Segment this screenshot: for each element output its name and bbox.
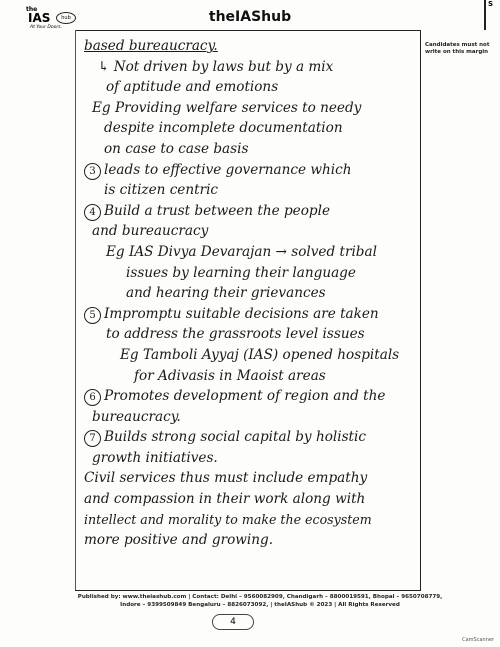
- answer-text: and hearing their grievances: [126, 285, 326, 302]
- point-number: 6: [84, 389, 101, 406]
- brand-title: theIAShub: [208, 9, 292, 25]
- answer-line: [84, 118, 419, 139]
- answer-line: [84, 221, 419, 242]
- answer-text: Impromptu suitable decisions are taken: [104, 305, 379, 322]
- answer-text: leads to effective governance which: [104, 161, 352, 178]
- answer-line: [84, 201, 419, 222]
- answer-line: [84, 489, 419, 510]
- answer-line: [84, 283, 419, 304]
- answer-line: [84, 160, 419, 181]
- logo-hub: hub: [56, 12, 76, 24]
- answer-line: [84, 98, 419, 119]
- answer-text: Eg Tamboli Ayyaj (IAS) opened hospitals: [120, 346, 400, 363]
- answer-text: and bureaucracy: [92, 223, 209, 240]
- answer-line: [84, 366, 419, 387]
- answer-text: bureaucracy.: [92, 408, 181, 425]
- point-number: 4: [84, 204, 101, 221]
- left-rule: [75, 30, 76, 590]
- answer-line: [84, 386, 419, 407]
- handwritten-answer: [84, 36, 419, 551]
- answer-text: despite incomplete documentation: [104, 120, 343, 137]
- answer-text: more positive and growing.: [84, 532, 274, 549]
- answer-line: [84, 324, 419, 345]
- answer-line: [84, 242, 419, 263]
- answer-line: [84, 180, 419, 201]
- margin-rule: [420, 30, 421, 590]
- answer-text: intellect and morality to make the ecosystem: [84, 511, 372, 527]
- page-number: 4: [212, 614, 254, 630]
- answer-text: Builds strong social capital by holistic: [104, 429, 366, 446]
- answer-line: [84, 345, 419, 366]
- bottom-rule: [75, 590, 421, 591]
- answer-text: for Adivasis in Maoist areas: [134, 367, 326, 384]
- answer-text: ↳ Not driven by laws but by a mix: [98, 58, 334, 75]
- answer-line: [84, 304, 419, 325]
- answer-text: based bureaucracy.: [84, 38, 218, 54]
- scanner-watermark: CamScanner: [462, 637, 494, 643]
- answer-text: to address the grassroots level issues: [106, 326, 365, 343]
- answer-line: [84, 36, 419, 57]
- answer-text: issues by learning their language: [126, 264, 356, 281]
- point-number: 5: [84, 307, 101, 324]
- answer-line: [84, 427, 419, 448]
- logo-the: the: [26, 6, 38, 13]
- answer-text: is citizen centric: [104, 182, 219, 199]
- answer-text: on case to case basis: [104, 140, 249, 157]
- logo-tagline: At Your Doors.: [30, 25, 63, 30]
- answer-line: [84, 57, 419, 78]
- answer-text: Eg IAS Divya Devarajan → solved tribal: [106, 243, 377, 260]
- answer-line: [84, 77, 419, 98]
- answer-line: [84, 468, 419, 489]
- point-number: 7: [84, 430, 101, 447]
- answer-text: Build a trust between the people: [104, 202, 330, 219]
- footer-line-2: Indore – 9399509849 Bengaluru – 8826073092, | theIAShub © 2023 | All Rights Reserved: [120, 602, 400, 608]
- answer-text: Civil services thus must include empathy: [84, 470, 368, 487]
- answer-text: Eg Providing welfare services to needy: [92, 99, 362, 116]
- answer-text: and compassion in their work along with: [84, 491, 366, 508]
- footer-line-1: Published by: www.theiashub.com | Contact: Delhi – 9560082909, Chandigarh – 8800019591, Bhopal – 9650708779,: [77, 594, 443, 600]
- answer-line: [84, 530, 419, 551]
- logo-ias: IAS: [28, 11, 51, 25]
- top-rule: [75, 30, 421, 31]
- answer-line: [84, 407, 419, 428]
- answer-line: [84, 263, 419, 284]
- answer-line: [84, 448, 419, 469]
- point-number: 3: [84, 163, 101, 180]
- margin-note: Candidates must not write on this margin: [425, 42, 490, 55]
- footer: [60, 593, 460, 609]
- answer-text: growth initiatives.: [92, 449, 218, 466]
- answer-line: [84, 510, 419, 531]
- answer-text: Promotes development of region and the: [104, 388, 386, 405]
- answer-text: of aptitude and emotions: [106, 79, 279, 96]
- answer-line: [84, 139, 419, 160]
- corner-mark: S: [484, 0, 498, 30]
